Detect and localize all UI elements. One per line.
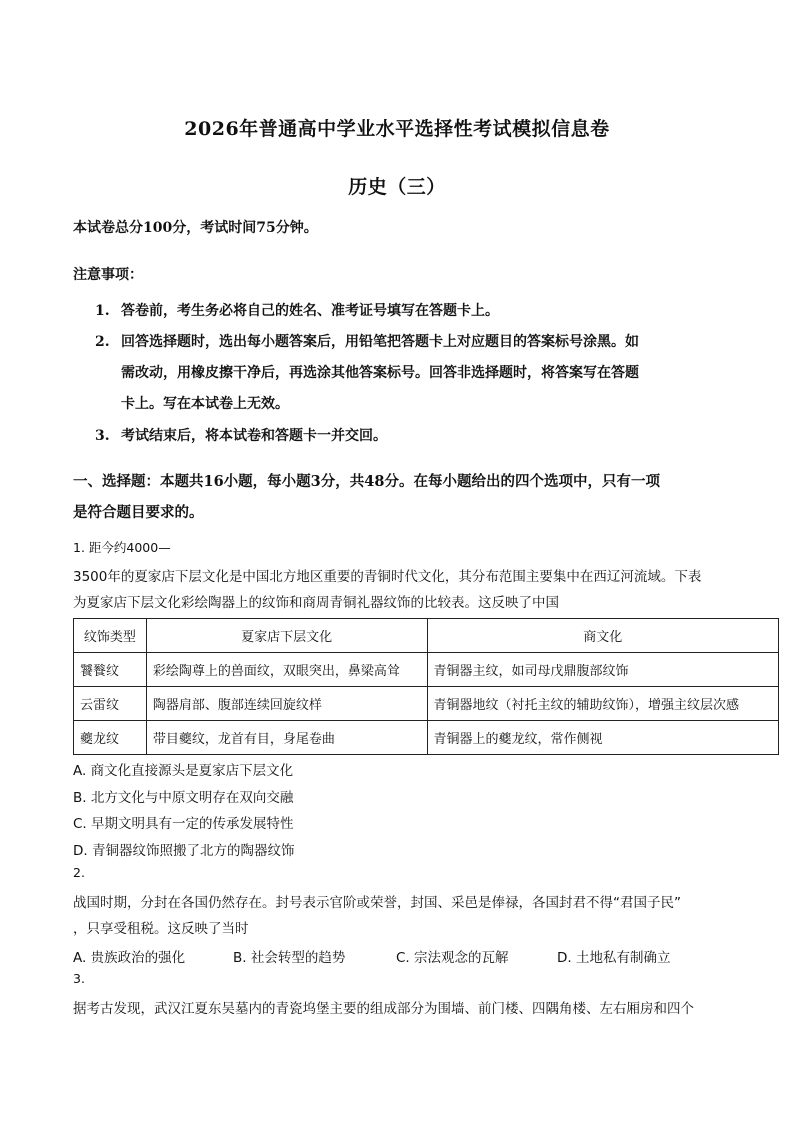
- question-2-stem-continued: ，只享受租税。这反映了当时: [73, 921, 249, 937]
- question-1-option-b: B. 北方文化与中原文明存在双向交融: [73, 790, 294, 806]
- table-header-cell: 商文化: [427, 619, 778, 653]
- question-1-stem: 3500年的夏家店下层文化是中国北方地区重要的青铜时代文化，其分布范围主要集中在西辽河流域。下表: [73, 569, 702, 585]
- notice-text-continued: 卡上。写在本试卷上无效。: [121, 396, 289, 412]
- question-2-stem: 战国时期，分封在各国仍然存在。封号表示官阶或荣誉，封国、采邑是俸禄，各国封君不得“君国子民”: [73, 895, 681, 911]
- question-2-label: 2.: [73, 865, 85, 880]
- table-cell: 陶器肩部、腹部连续回旋纹样: [146, 687, 427, 721]
- question-2-option-a: A. 贵族政治的强化: [73, 950, 186, 966]
- table-cell: 夔龙纹: [74, 721, 147, 755]
- question-1-option-c: C. 早期文明具有一定的传承发展特性: [73, 816, 294, 832]
- notice-item-3: [95, 425, 387, 445]
- exam-title: 2026年普通高中学业水平选择性考试模拟信息卷: [184, 118, 610, 140]
- question-1-label: 1. 距今约4000—: [73, 540, 171, 555]
- question-1-stem-continued: 为夏家店下层文化彩绘陶器上的纹饰和商周青铜礼器纹饰的比较表。这反映了中国: [73, 595, 559, 611]
- section-heading-continued: 是符合题目要求的。: [73, 504, 204, 521]
- table-cell: 带目夔纹，龙首有目，身尾卷曲: [146, 721, 427, 755]
- notice-text: 回答选择题时，选出每小题答案后，用铅笔把答题卡上对应题目的答案标号涂黑。如: [121, 334, 639, 350]
- notice-text: 考试结束后，将本试卷和答题卡一并交回。: [121, 428, 387, 444]
- question-3-label: 3.: [73, 971, 85, 986]
- notice-item-1: [95, 300, 499, 320]
- table-cell: 彩绘陶尊上的兽面纹，双眼突出，鼻梁高耸: [146, 653, 427, 687]
- question-2-option-d: D. 土地私有制确立: [557, 950, 671, 966]
- notice-item-2: [95, 331, 639, 351]
- question-1-option-d: D. 青铜器纹饰照搬了北方的陶器纹饰: [73, 843, 295, 859]
- notice-heading: 注意事项：: [73, 267, 143, 283]
- question-2-option-b: B. 社会转型的趋势: [233, 950, 346, 966]
- table-cell: 青铜器上的夔龙纹，常作侧视: [427, 721, 778, 755]
- question-3-stem: 据考古发现，武汉江夏东吴墓内的青瓷坞堡主要的组成部分为围墙、前门楼、四隅角楼、左右厢房和四个: [73, 1001, 694, 1017]
- section-heading: 一、选择题：本题共16小题，每小题3分，共48分。在每小题给出的四个选项中，只有一项: [73, 473, 660, 490]
- table-cell: 云雷纹: [74, 687, 147, 721]
- notice-text-continued: 需改动，用橡皮擦干净后，再选涂其他答案标号。回答非选择题时，将答案写在答题: [121, 365, 639, 381]
- table-row: [74, 687, 779, 721]
- notice-number: 3.: [95, 428, 110, 444]
- comparison-table: [73, 618, 779, 755]
- table-cell: 饕餮纹: [74, 653, 147, 687]
- notice-number: 1.: [95, 303, 110, 319]
- exam-intro: 本试卷总分100分，考试时间75分钟。: [73, 220, 318, 236]
- table-header-cell: 夏家店下层文化: [146, 619, 427, 653]
- notice-text: 答卷前，考生务必将自己的姓名、准考证号填写在答题卡上。: [121, 303, 499, 319]
- table-cell: 青铜器主纹，如司母戊鼎腹部纹饰: [427, 653, 778, 687]
- subject-title: 历史（三）: [348, 176, 446, 198]
- table-header-cell: 纹饰类型: [74, 619, 147, 653]
- question-1-option-a: A. 商文化直接源头是夏家店下层文化: [73, 763, 294, 779]
- table-row: [74, 653, 779, 687]
- notice-number: 2.: [95, 334, 110, 350]
- table-cell: 青铜器地纹（衬托主纹的辅助纹饰），增强主纹层次感: [427, 687, 778, 721]
- table-header-row: [74, 619, 779, 653]
- table-row: [74, 721, 779, 755]
- question-2-option-c: C. 宗法观念的瓦解: [396, 950, 509, 966]
